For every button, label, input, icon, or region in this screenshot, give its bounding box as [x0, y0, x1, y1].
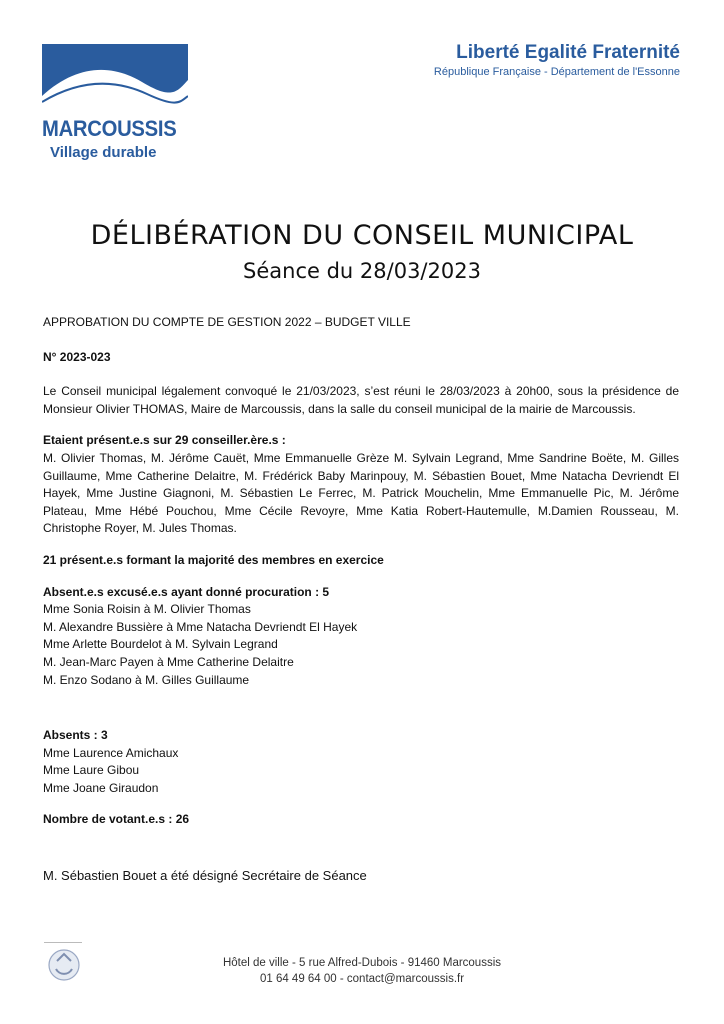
logo-tagline: Village durable: [50, 144, 157, 161]
deliberation-number: N° 2023-023: [43, 349, 111, 364]
absent-item: Mme Laurence Amichaux: [43, 745, 179, 760]
proxy-item: M. Enzo Sodano à M. Gilles Guillaume: [43, 672, 250, 687]
page-footer: [0, 955, 724, 987]
footer-divider: [44, 942, 82, 943]
majority-statement: 21 présent.e.s formant la majorité des membres en exercice: [43, 552, 384, 567]
proxy-item: M. Jean-Marc Payen à Mme Catherine Delaitre: [43, 654, 294, 669]
republic-motto: [434, 42, 680, 78]
document-title: DÉLIBÉRATION DU CONSEIL MUNICIPAL: [90, 220, 634, 251]
motto-subtext: République Française - Département de l'Essonne: [433, 66, 680, 78]
footer-contact: 01 64 49 64 00 - contact@marcoussis.fr: [259, 973, 465, 985]
secretary-statement: M. Sébastien Bouet a été désigné Secrétaire de Séance: [43, 868, 367, 884]
motto-text: Liberté Egalité Fraternité: [456, 42, 680, 63]
deliberation-body: [43, 314, 679, 885]
subject-line: APPROBATION DU COMPTE DE GESTION 2022 – BUDGET VILLE: [43, 315, 411, 329]
logo-name: MARCOUSSIS: [42, 116, 177, 141]
present-list: M. Olivier Thomas, M. Jérôme Cauët, Mme Emmanuelle Grèze M. Sylvain Legrand, Mme Sandrine Boëte, M. Gilles Guillaume, Mme Catherine Delaitre, M. Frédérick Baby Marinpouy, M. Sébastien Bouet, Mme Natacha Devriendt El Hayek, Mme Justine Giagnoni, M. Sébastien Le Ferrec, M. Patrick Mouchelin, Mme Emmanuelle Pic, M. Jérôme Plateau, Mme Hébé Pouchou, Mme Cécile Revoyre, Mme Katia Robert-Hautemulle, M.Damien Rousseau, M. Christophe Royer, M. Jules Thomas.: [43, 450, 679, 536]
proxies-heading: Absent.e.s excusé.e.s ayant donné procuration : 5: [43, 584, 330, 599]
intro-paragraph: Le Conseil municipal légalement convoqué le 21/03/2023, s’est réuni le 28/03/2023 à 20h00, sous la présidence de Monsieur Olivier THOMAS, Maire de Marcoussis, dans la salle du conseil municipal de la mairie de Marcoussis.: [43, 384, 679, 416]
marcoussis-logo: [42, 44, 190, 164]
footer-address: Hôtel de ville - 5 rue Alfred-Dubois - 91460 Marcoussis: [222, 957, 502, 969]
absent-item: Mme Laure Gibou: [43, 763, 140, 778]
proxy-item: Mme Sonia Roisin à M. Olivier Thomas: [43, 602, 251, 617]
proxy-item: Mme Arlette Bourdelot à M. Sylvain Legrand: [43, 637, 278, 652]
proxy-item: M. Alexandre Bussière à Mme Natacha Devriendt El Hayek: [43, 619, 358, 634]
session-date: Séance du 28/03/2023: [243, 259, 481, 283]
absent-item: Mme Joane Giraudon: [43, 780, 159, 795]
absent-heading: Absents : 3: [43, 728, 108, 743]
voters-count: Nombre de votant.e.s : 26: [43, 812, 190, 827]
logo-emblem: [42, 44, 188, 112]
present-heading: Etaient présent.e.s sur 29 conseiller.ère.s :: [43, 433, 286, 448]
